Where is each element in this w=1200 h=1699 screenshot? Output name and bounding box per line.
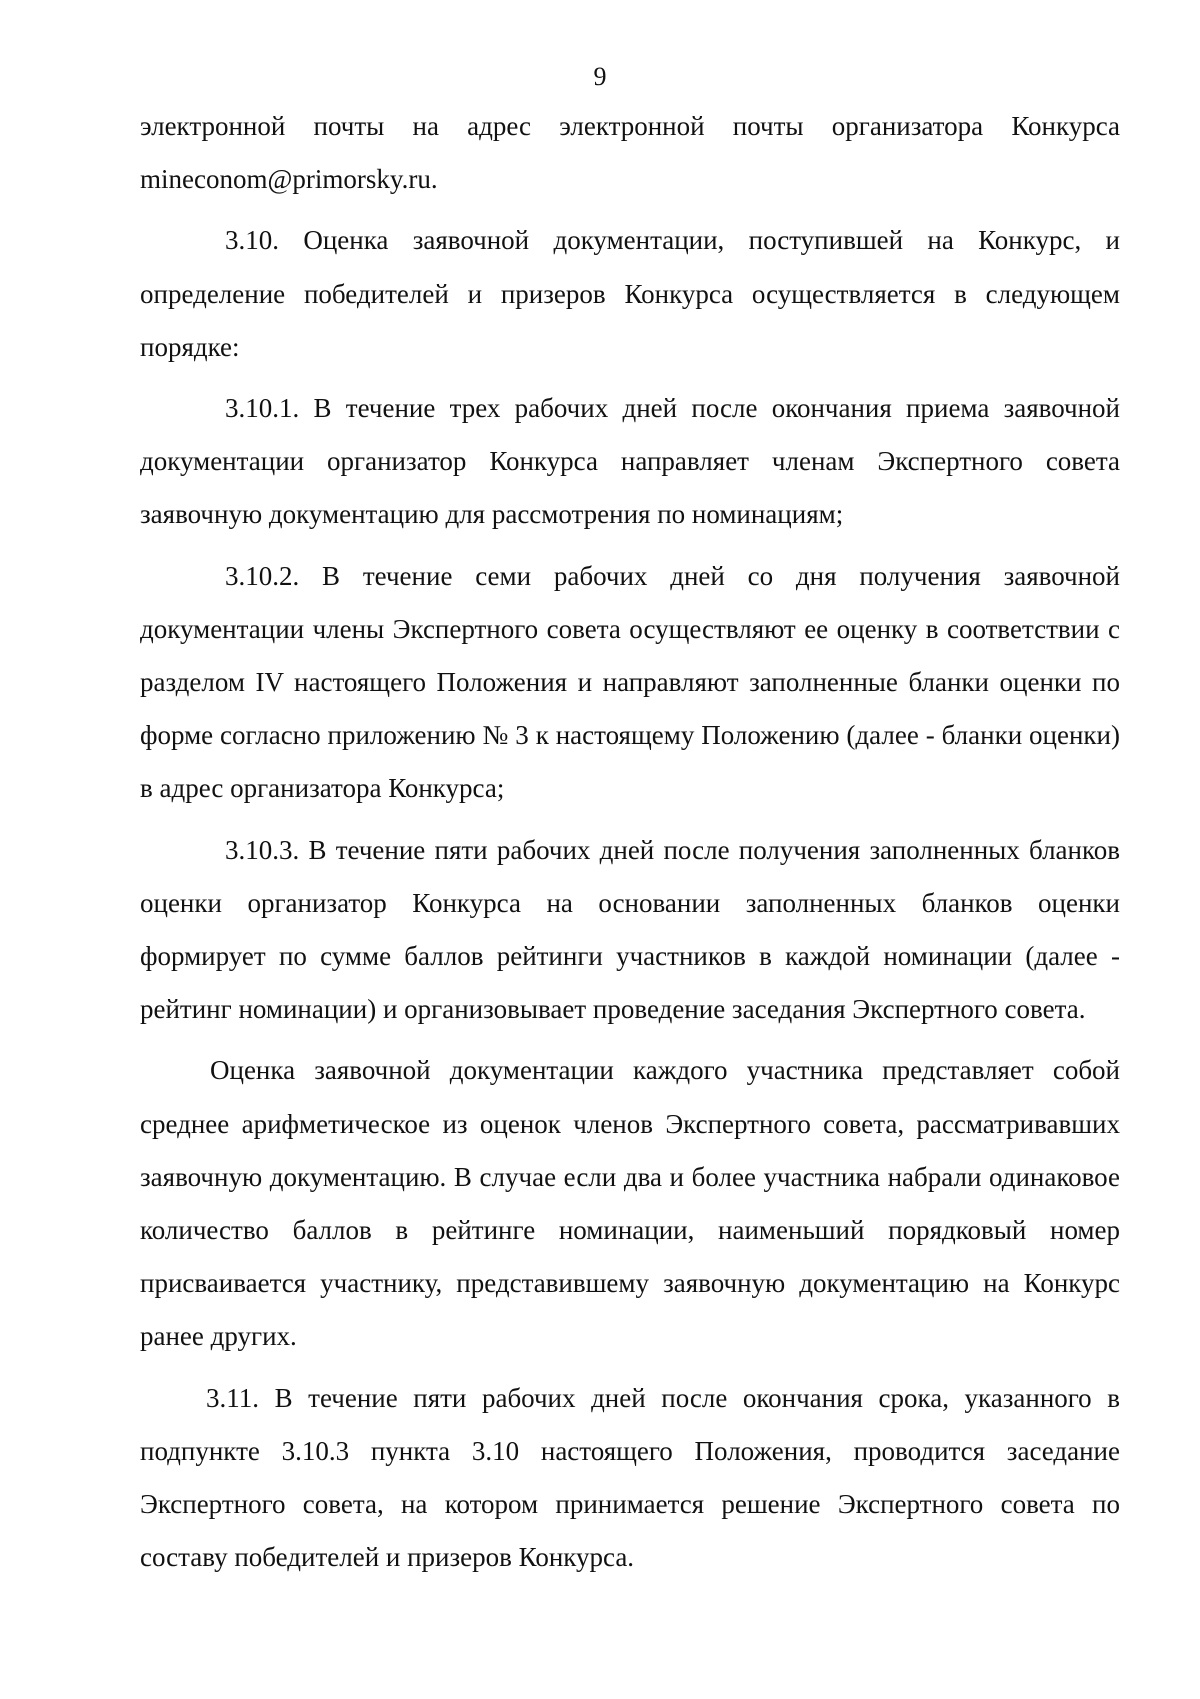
page-number: 9 <box>593 62 607 91</box>
paragraph-email-continuation: электронной почты на адрес электронной почты организатора Конкурса mineconom@primorsky.ru. <box>140 111 1120 195</box>
paragraph-3-11: 3.11. В течение пяти рабочих дней после окончания срока, указанного в подпункте 3.10.3 пункта 3.10 настоящего Положения, проводится заседание Экспертного совета, на котором принимается решение Экспертного совета по составу победителей и призеров Конкурса. <box>140 1382 1120 1573</box>
paragraph-3-10: 3.10. Оценка заявочной документации, поступившей на Конкурс, и определение победителей и призеров Конкурса осуществляется в следующем порядке: <box>140 225 1120 362</box>
paragraph-3-10-3: 3.10.3. В течение пяти рабочих дней после получения заполненных бланков оценки организатор Конкурса на основании заполненных бланков оценки формирует по сумме баллов рейтинги участников в каждой номинации (далее - рейтинг номинации) и организовывает проведение заседания Экспертного совета. <box>140 834 1120 1025</box>
paragraph-3-10-2: 3.10.2. В течение семи рабочих дней со дня получения заявочной документации члены Экспертного совета осуществляют ее оценку в соответствии с разделом IV настоящего Положения и направляют заполненные бланки оценки по форме согласно приложению № 3 к настоящему Положению (далее - бланки оценки) в адрес организатора Конкурса; <box>140 560 1120 804</box>
document-body <box>140 100 1120 1584</box>
paragraph-3-10-1: 3.10.1. В течение трех рабочих дней после окончания приема заявочной документации организатор Конкурса направляет членам Экспертного совета заявочную документацию для рассмотрения по номинациям; <box>140 393 1120 530</box>
paragraph-evaluation-average: Оценка заявочной документации каждого участника представляет собой среднее арифметическое из оценок членов Экспертного совета, рассматривавших заявочную документацию. В случае если два и более участника набрали одинаковое количество баллов в рейтинге номинации, наименьший порядковый номер присваивается участнику, представившему заявочную документацию на Конкурс ранее других. <box>140 1055 1120 1352</box>
